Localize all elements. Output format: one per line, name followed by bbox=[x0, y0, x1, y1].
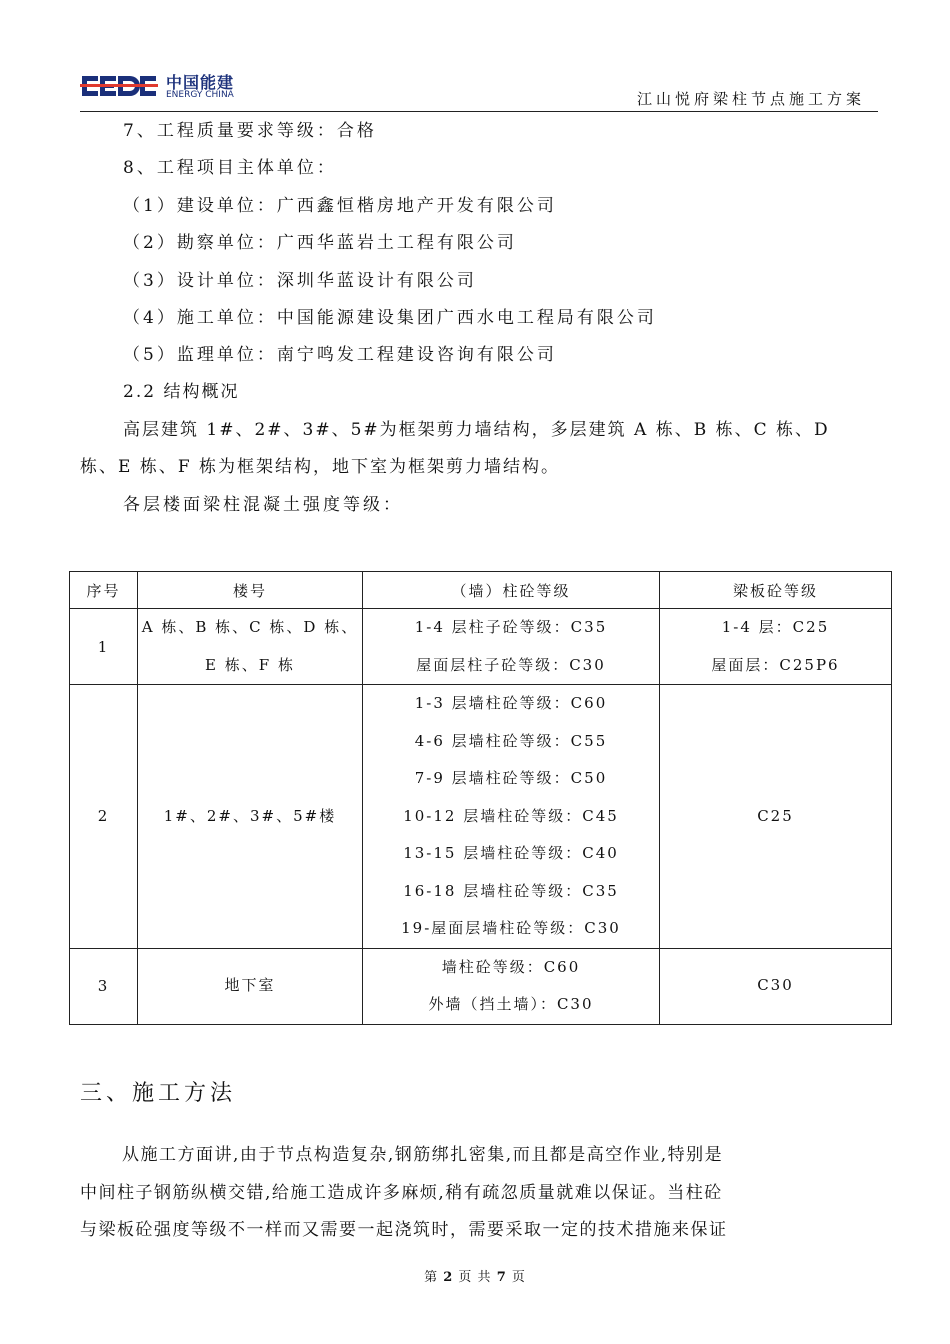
row-beam-grade bbox=[660, 609, 892, 685]
grade-line: 1-3 层墙柱砼等级：C60 bbox=[414, 694, 608, 712]
page-number: 2 bbox=[443, 1270, 454, 1285]
grade-line: 墙柱砼等级：C60 bbox=[441, 957, 581, 976]
structure-paragraph-line-2: 栋、E 栋、F 栋为框架结构，地下室为框架剪力墙结构。 bbox=[80, 457, 561, 477]
grade-line: 13-15 层墙柱砼等级：C40 bbox=[403, 844, 619, 862]
building-line: 1#、2#、3#、5#楼 bbox=[163, 806, 337, 825]
row-index: 2 bbox=[70, 685, 138, 949]
quality-requirement-line: 7、工程质量要求等级：合格 bbox=[123, 121, 377, 141]
grade-line: 10-12 层墙柱砼等级：C45 bbox=[403, 806, 619, 825]
building-line: 地下室 bbox=[224, 976, 276, 995]
row-column-grade bbox=[363, 948, 660, 1024]
method-paragraph-line: 从施工方面讲,由于节点构造复杂,钢筋绑扎密集,而且都是高空作业,特别是 bbox=[122, 1145, 724, 1165]
header-divider bbox=[80, 111, 878, 112]
grade-line: 1-4 层柱子砼等级：C35 bbox=[414, 618, 608, 636]
table-row bbox=[70, 948, 892, 1024]
concrete-grade-table bbox=[69, 571, 892, 1025]
table-row bbox=[70, 685, 892, 949]
footer-prefix: 第 bbox=[424, 1270, 439, 1285]
section-3-heading: 三、施工方法 bbox=[80, 1081, 237, 1106]
header-index: 序号 bbox=[70, 572, 138, 609]
unit-line-construction-owner: （1）建设单位：广西鑫恒楷房地产开发有限公司 bbox=[123, 196, 557, 216]
grade-line: C25 bbox=[757, 806, 794, 825]
company-logo bbox=[80, 70, 245, 104]
grade-line: 屋面层：C25P6 bbox=[711, 655, 840, 674]
row-building bbox=[138, 948, 363, 1024]
document-title: 江山悦府梁柱节点施工方案 bbox=[636, 90, 865, 108]
footer-middle: 页 共 bbox=[458, 1270, 492, 1285]
grade-line: 屋面层柱子砼等级：C30 bbox=[416, 655, 606, 674]
grade-line: 1-4 层：C25 bbox=[721, 618, 830, 636]
row-column-grade bbox=[363, 685, 660, 949]
footer-suffix: 页 bbox=[511, 1270, 526, 1285]
grade-line: C30 bbox=[757, 976, 794, 995]
table-header-row bbox=[70, 572, 892, 609]
row-building bbox=[138, 609, 363, 685]
header-building: 楼号 bbox=[138, 572, 363, 609]
method-paragraph-line: 与梁板砼强度等级不一样而又需要一起浇筑时，需要采取一定的技术措施来保证 bbox=[80, 1220, 728, 1240]
row-index: 3 bbox=[70, 948, 138, 1024]
grade-line: 7-9 层墙柱砼等级：C50 bbox=[414, 769, 608, 787]
grade-line: 4-6 层墙柱砼等级：C55 bbox=[414, 731, 608, 750]
unit-line-survey: （2）勘察单位：广西华蓝岩土工程有限公司 bbox=[123, 233, 517, 253]
unit-line-contractor: （4）施工单位：中国能源建设集团广西水电工程局有限公司 bbox=[123, 308, 657, 328]
section-2-2-heading: 2.2 结构概况 bbox=[123, 382, 240, 402]
page-total: 7 bbox=[496, 1270, 507, 1285]
method-paragraph-line: 中间柱子钢筋纵横交错,给施工造成许多麻烦,稍有疏忽质量就难以保证。当柱砼 bbox=[80, 1183, 723, 1203]
logo-english-text: ENERGY CHINA bbox=[166, 90, 234, 100]
table-row bbox=[70, 609, 892, 685]
row-beam-grade bbox=[660, 948, 892, 1024]
row-building bbox=[138, 685, 363, 949]
page-footer bbox=[0, 1266, 950, 1285]
header-beam-grade: 梁板砼等级 bbox=[660, 572, 892, 609]
row-index: 1 bbox=[70, 609, 138, 685]
header-column-grade: （墙）柱砼等级 bbox=[363, 572, 660, 609]
ceec-logo-icon bbox=[80, 72, 158, 100]
structure-paragraph-line-1: 高层建筑 1#、2#、3#、5#为框架剪力墙结构，多层建筑 A 栋、B 栋、C 栋、D bbox=[123, 420, 830, 440]
unit-line-supervision: （5）监理单位：南宁鸣发工程建设咨询有限公司 bbox=[123, 345, 557, 365]
building-line: A 栋、B 栋、C 栋、D 栋、 bbox=[141, 618, 359, 636]
grade-line: 16-18 层墙柱砼等级：C35 bbox=[403, 881, 619, 900]
unit-line-design: （3）设计单位：深圳华蓝设计有限公司 bbox=[123, 271, 477, 291]
building-line: E 栋、F 栋 bbox=[205, 655, 295, 674]
grade-line: 外墙（挡土墙）：C30 bbox=[428, 995, 594, 1013]
concrete-grade-intro: 各层楼面梁柱混凝土强度等级： bbox=[123, 495, 403, 515]
project-units-heading: 8、工程项目主体单位： bbox=[123, 158, 337, 178]
row-beam-grade bbox=[660, 685, 892, 949]
grade-line: 19-屋面层墙柱砼等级：C30 bbox=[401, 919, 621, 937]
logo-chinese-text: 中国能建 bbox=[166, 73, 235, 92]
row-column-grade bbox=[363, 609, 660, 685]
